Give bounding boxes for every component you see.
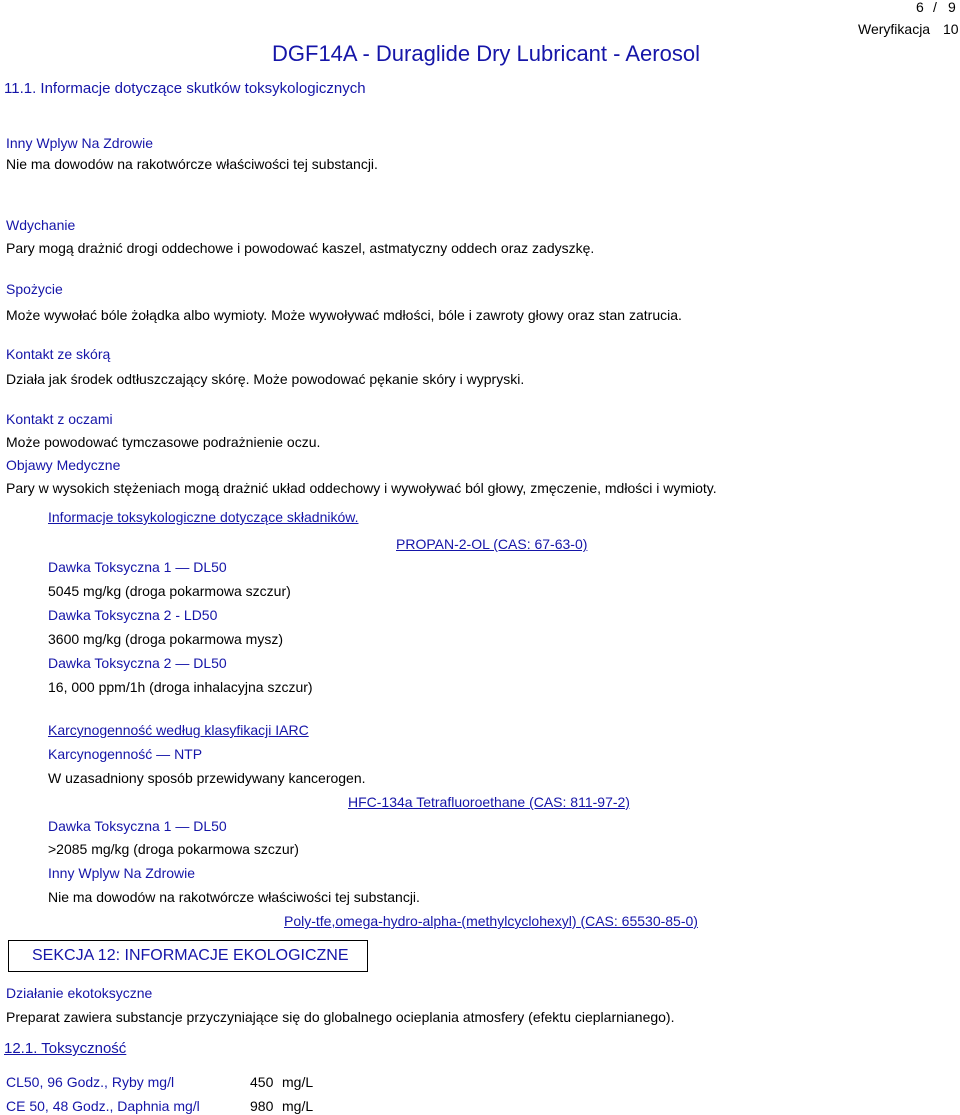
hfc-other-label: Inny Wplyw Na Zdrowie (48, 865, 196, 881)
propan-dose1-value: 5045 mg/kg (droga pokarmowa szczur) (48, 583, 291, 599)
page-separator: / (933, 0, 937, 15)
components-heading: Informacje toksykologiczne dotyczące składników. (48, 509, 359, 525)
other-health-text: Nie ma dowodów na rakotwórcze właściwości tej substancji. (6, 156, 378, 172)
symptoms-label: Objawy Medyczne (6, 457, 121, 473)
hfc-dose1-label: Dawka Toksyczna 1 — DL50 (48, 818, 227, 834)
ingestion-text: Może wywołać bóle żołądka albo wymioty. Może wywoływać mdłości, bóle i zawroty głowy oraz stan zatrucia. (6, 307, 682, 323)
version-label: Weryfikacja (858, 21, 931, 37)
toxicity-row-unit: mg/L (282, 1074, 314, 1090)
product-title: DGF14A - Duraglide Dry Lubricant - Aerosol (272, 41, 700, 66)
version-number: 10 (943, 21, 959, 37)
toxicity-row-value: 450 (250, 1074, 274, 1090)
ntp-text: W uzasadniony sposób przewidywany kancerogen. (48, 770, 366, 786)
other-health-label: Inny Wplyw Na Zdrowie (6, 135, 154, 151)
section-11-1-heading: 11.1. Informacje dotyczące skutków toksykologicznych (4, 80, 366, 97)
toxicity-row-label: CL50, 96 Godz., Ryby mg/l (6, 1074, 175, 1090)
skin-label: Kontakt ze skórą (6, 346, 111, 362)
toxicity-heading: 12.1. Toksyczność (4, 1040, 127, 1057)
eye-text: Może powodować tymczasowe podrażnienie oczu. (6, 434, 321, 450)
ntp-label: Karcynogenność — NTP (48, 746, 203, 762)
skin-text: Działa jak środek odtłuszczający skórę. Może powodować pękanie skóry i wypryski. (6, 371, 525, 387)
inhalation-text: Pary mogą drażnić drogi oddechowe i powodować kaszel, astmatyczny oddech oraz zadyszkę. (6, 240, 595, 256)
toxicity-row-value: 980 (250, 1098, 274, 1114)
ingestion-label: Spożycie (6, 281, 63, 297)
toxicity-row-label: CE 50, 48 Godz., Daphnia mg/l (6, 1098, 200, 1114)
symptoms-text: Pary w wysokich stężeniach mogą drażnić układ oddechowy i wywoływać ból głowy, zmęczenie, mdłości i wymioty. (6, 480, 717, 496)
page-current: 6 (916, 0, 924, 15)
section-12-title: SEKCJA 12: INFORMACJE EKOLOGICZNE (32, 947, 349, 964)
iarc-label: Karcynogenność według klasyfikacji IARC (48, 722, 309, 738)
hfc-other-text: Nie ma dowodów na rakotwórcze właściwości tej substancji. (48, 889, 420, 905)
eye-label: Kontakt z oczami (6, 411, 113, 427)
inhalation-label: Wdychanie (6, 217, 76, 233)
ecotox-text: Preparat zawiera substancje przyczyniające się do globalnego ocieplania atmosfery (efektu cieplarnianego). (6, 1009, 675, 1025)
propan-dose3-label: Dawka Toksyczna 2 — DL50 (48, 655, 227, 671)
propan-dose1-label: Dawka Toksyczna 1 — DL50 (48, 559, 227, 575)
page-total: 9 (948, 0, 956, 15)
ecotox-label: Działanie ekotoksyczne (6, 985, 153, 1001)
hfc-title: HFC-134a Tetrafluoroethane (CAS: 811-97-2) (348, 794, 630, 810)
hfc-dose1-value: >2085 mg/kg (droga pokarmowa szczur) (48, 841, 299, 857)
propan-dose2-value: 3600 mg/kg (droga pokarmowa mysz) (48, 631, 283, 647)
propan-dose3-value: 16, 000 ppm/1h (droga inhalacyjna szczur) (48, 679, 313, 695)
polytfe-title: Poly-tfe,omega-hydro-alpha-(methylcyclohexyl) (CAS: 65530-85-0) (284, 913, 698, 929)
propan-dose2-label: Dawka Toksyczna 2 - LD50 (48, 607, 218, 623)
propan-title: PROPAN-2-OL (CAS: 67-63-0) (396, 536, 588, 552)
toxicity-row-unit: mg/L (282, 1098, 314, 1114)
